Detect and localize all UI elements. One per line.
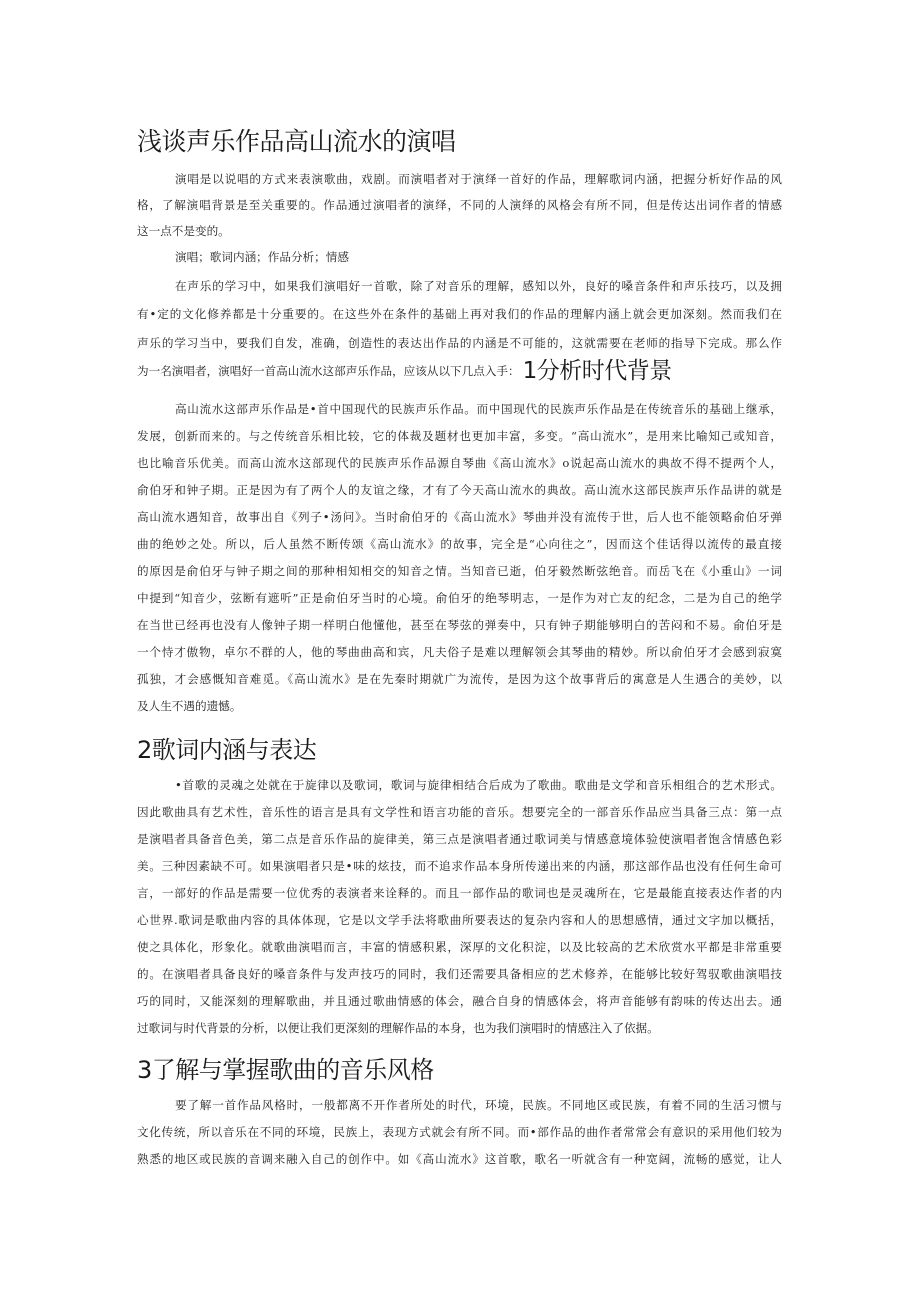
section1-line: 俞伯牙和钟子期。正是因为有了两个人的友谊之缘，才有了今天高山流水的典故。高山流水这部民族声乐作品讲的就是 [137,483,782,497]
intro-line: 格，了解演唱背景是至关重要的。作品通过演唱者的演绎，不同的人演绎的风格会有所不同，但是传达出词作者的情感 [137,198,782,212]
section2-line: 因此歌曲具有艺术性，音乐性的语言是具有文学性和语言功能的音乐。想要完全的一部音乐作品应当具备三点：第一点 [137,805,782,819]
section1-line: 也比喻音乐优美。而高山流水这部现代的民族声乐作品源自琴曲《高山流水》o说起高山流水的典故不得不提两个人， [137,456,782,470]
section-heading-3: 3了解与掌握歌曲的音乐风格 [137,1056,434,1084]
para1-line: 声乐的学习当中，要我们自发，准确，创造性的表达出作品的内涵是不可能的，这就需要在老师的指导下完成。那么作 [137,336,782,350]
section3-line: 熟悉的地区或民族的音调来融入自己的创作中。如《高山流水》这首歌，歌名一听就含有一种宽阔，流畅的感觉，让人 [137,1152,782,1166]
section2-line: 的。在演唱者具备良好的嗓音条件与发声技巧的同时，我们还需要具备相应的艺术修养，在能够比较好驾驭歌曲演唱技 [137,967,782,981]
intro-line: 这一点不是变的。 [137,224,230,238]
section1-line: 一个恃才傲物，卓尔不群的人，他的琴曲曲高和宾，凡夫俗子是难以理解领会其琴曲的精妙。所以俞伯牙才会感到寂寞 [137,645,782,659]
section2-line: 言，一部好的作品是需要一位优秀的表演者来诠释的。而且一部作品的歌词也是灵魂所在，它是最能直接表达作者的内 [137,886,782,900]
section2-line: 心世界.歌词是歌曲内容的具体体现，它是以文学手法将歌曲所要表达的复杂内容和人的思想感情，通过文字加以概括， [137,913,782,927]
section2-line: 使之具体化，形象化。就歌曲演唱而言，丰富的情感积累，深厚的文化积淀，以及比较高的艺术欣赏水平都是非常重要 [137,940,782,954]
intro-line: 演唱是以说唱的方式来表演歌曲，戏剧。而演唱者对于演绎一首好的作品，理解歌词内涵，把握分析好作品的风 [175,172,782,186]
section1-line: 在当世已经再也没有人像钟子期一样明白他懂他，甚至在琴弦的弹奏中，只有钟子期能够明白的苦闷和不易。俞伯牙是 [137,618,782,632]
para1-line: 有•定的文化修养都是十分重要的。在这些外在条件的基础上再对我们的作品的理解内涵上就会更加深刻。然而我们在 [137,307,782,321]
section-heading-1: 1分析时代背景 [522,358,672,384]
keywords: 演唱；歌词内涵；作品分析；情感 [175,250,349,264]
section2-line: 美。三种因素缺不可。如果演唱者只是•味的炫技，而不追求作品本身所传递出来的内涵，那这部作品也没有任何生命可 [137,859,782,873]
section1-line: 曲的绝妙之处。所以，后人虽然不断传颂《高山流水》的故事，完全是“心向往之”，因而这个佳话得以流传的最直接 [137,537,782,551]
section2-line: 巧的同时，又能深刻的理解歌曲，并且通过歌曲情感的体会，融合自身的情感体会，将声音能够有韵味的传达出去。通 [137,994,782,1008]
section3-line: 文化传统，所以音乐在不同的环境，民族上，表现方式就会有所不同。而•部作品的曲作者常常会有意识的采用他们较为 [137,1125,782,1139]
section1-line: 孤独，才会感慨知音难觅。《高山流水》是在先秦时期就广为流传，是因为这个故事背后的寓意是人生遇合的美妙，以 [137,672,782,686]
section1-line: 及人生不遇的遗憾。 [137,699,242,713]
para1-line: 为一名演唱者，演唱好一首高山流水这部声乐作品，应该从以下几点入手： [137,364,520,378]
para1-last-line [137,358,672,384]
section2-line: •首歌的灵魂之处就在于旋律以及歌词，歌词与旋律相结合后成为了歌曲。歌曲是文学和音乐相组合的艺术形式。 [175,778,782,792]
section1-line: 的原因是俞伯牙与钟子期之间的那种相知相交的知音之情。当知音已逝，伯牙毅然断弦绝音。而岳飞在《小重山》一词 [137,564,782,578]
section1-line: 高山流水遇知音，故事出自《列子•汤问》。当时俞伯牙的《高山流水》琴曲并没有流传于世，后人也不能领略俞伯牙弹 [137,510,782,524]
section3-line: 要了解一首作品风格时，一般都离不开作者所处的时代，环境，民族。不同地区或民族，有着不同的生活习惯与 [175,1098,782,1112]
section1-line: 高山流水这部声乐作品是•首中国现代的民族声乐作品。而中国现代的民族声乐作品是在传统音乐的基础上继承， [175,402,782,416]
section-heading-2: 2歌词内涵与表达 [137,736,317,764]
section1-line: 发展，创新而来的。与之传统音乐相比较，它的体裁及题材也更加丰富，多变。“高山流水”，是用来比喻知己或知音， [137,429,782,443]
para1-line: 在声乐的学习中，如果我们演唱好一首歌，除了对音乐的理解，感知以外，良好的嗓音条件和声乐技巧，以及拥 [175,279,782,293]
section2-line: 是演唱者具备音色美，第二点是音乐作品的旋律美，第三点是演唱者通过歌词美与情感意境体验使演唱者饱含情感色彩 [137,832,782,846]
section2-line: 过歌词与时代背景的分析，以便让我们更深刻的理解作品的本身，也为我们演唱时的情感注入了依据。 [137,1021,659,1035]
document-title: 浅谈声乐作品高山流水的演唱 [137,127,456,156]
section1-line: 中提到“知音少，弦断有遮听”正是俞伯牙当时的心境。俞伯牙的绝琴明志，一是作为对亡友的纪念，二是为自己的绝学 [137,591,782,605]
